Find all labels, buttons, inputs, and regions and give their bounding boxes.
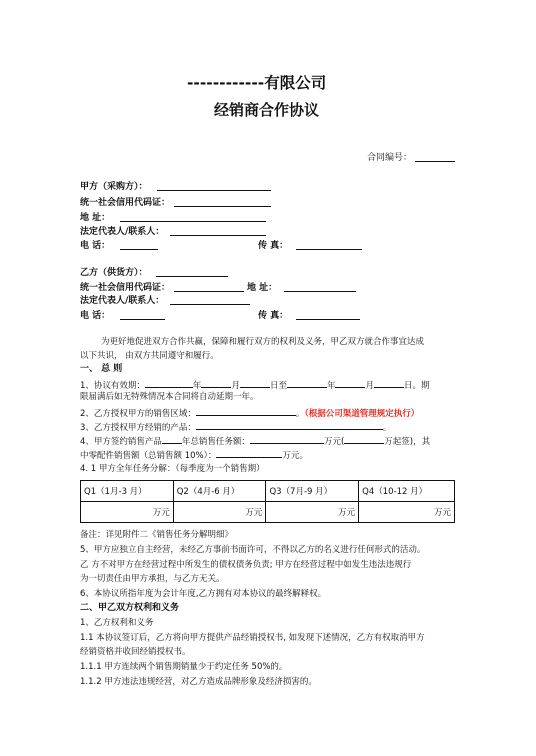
section-2-sub-1: 1、乙方权利和义务 [80, 618, 154, 628]
sales-region-period: 。 [295, 409, 305, 419]
products-field[interactable] [196, 419, 383, 430]
quarter-header-q4: Q4（10-12 月） [359, 481, 455, 502]
sales-total-unit: 万元( [323, 437, 345, 447]
sales-min-field[interactable] [344, 433, 384, 444]
end-year-field[interactable] [287, 377, 327, 388]
intro-line-1: 为更好地促进双方合作共赢，保障和履行双方的权利及义务，甲乙双方就合作事宜达成 [101, 337, 425, 347]
clause-1-1-line-1: 1.1 本协议签订后，乙方将向甲方提供产品经销授权书, 如发现下述情况，乙方有权取消甲方 [80, 633, 425, 643]
party-a-fax-field[interactable] [296, 249, 362, 250]
party-a-address-field[interactable] [120, 221, 266, 222]
intro-line-2: 以下共识， 由双方共同遵守和履行。 [80, 351, 219, 361]
party-a-credit-code-label: 统一社会信用代码证： [80, 198, 171, 208]
contract-no-field[interactable] [415, 161, 455, 162]
party-b-address-field[interactable] [284, 291, 356, 292]
party-b-name-field[interactable] [156, 276, 228, 277]
end-month-unit: 月 [365, 381, 374, 391]
party-b-rep-field[interactable] [170, 304, 250, 305]
start-year-field[interactable] [145, 377, 193, 388]
party-a-name-label: 甲方（采购方）： [80, 182, 148, 192]
party-b-address-label: 地 址： [247, 283, 278, 293]
channel-rule-note: （根据公司渠道管理规定执行） [304, 409, 420, 419]
remark-line: 备注：详见附件二《销售任务分解明细》 [80, 530, 234, 540]
sales-total-field[interactable] [250, 433, 324, 444]
party-a-name-field[interactable] [157, 190, 271, 191]
start-day-field[interactable] [240, 377, 270, 388]
sales-region-label: 2、乙方授权甲方的销售区域： [80, 409, 196, 419]
party-a-rep-label: 法定代表人/联系人： [80, 227, 165, 237]
quarter-value-q2[interactable]: 万元 [173, 502, 266, 523]
contract-no-label: 合同编号： [367, 153, 413, 163]
party-a-phone-label: 电 话： [80, 241, 111, 251]
sales-total-label: 年总销售任务额： [181, 437, 250, 447]
item-6-line: 6、本协议所指年度为会计年度,乙方拥有对本协议的最终解释权。 [80, 589, 327, 599]
parts-sales-line [80, 447, 308, 462]
liability-line-2: 为一切责任由甲方承担，与乙方无关。 [80, 574, 225, 584]
party-b-fax-field[interactable] [296, 319, 360, 320]
sales-task-label: 4、甲方签约销售产品 [80, 437, 162, 447]
start-year-unit: 年 [192, 381, 202, 391]
item-5-line: 5、甲方应独立自主经营，未经乙方事前书面许可，不得以乙方的名义进行任何形式的活动。 [80, 545, 426, 555]
start-day-unit: 日至 [269, 381, 287, 391]
party-a-rep-field[interactable] [170, 235, 266, 236]
sales-task-line [80, 433, 430, 448]
quarter-value-q4[interactable]: 万元 [359, 502, 455, 523]
end-day-field[interactable] [374, 377, 404, 388]
sales-region-line [80, 405, 419, 420]
party-b-credit-code-label: 统一社会信用代码证： [80, 283, 171, 293]
clause-1-1-2: 1.1.2 甲方违法违规经营，对乙方造成品牌形象及经济损害的。 [80, 677, 317, 687]
end-day-unit: 日。期 [404, 381, 430, 391]
quarter-header-q1: Q1（1月-3 月） [81, 481, 174, 502]
party-a-fax-label: 传 真： [258, 241, 289, 251]
agreement-title: 经销商合作协议 [214, 101, 320, 119]
quarter-task-table [80, 480, 455, 523]
products-label: 3、乙方授权甲方经销的产品： [80, 423, 196, 433]
company-title: ------------有限公司 [187, 74, 327, 92]
products-line [80, 419, 391, 434]
party-b-fax-label: 传 真： [258, 311, 289, 321]
parts-sales-unit: 万元。 [282, 451, 308, 461]
sales-min-unit: 万起签)，其 [384, 437, 431, 447]
quarter-header-q2: Q2（4月-6 月） [173, 481, 266, 502]
quarter-value-q1[interactable]: 万元 [81, 502, 174, 523]
party-a-phone-field[interactable] [120, 249, 158, 250]
start-month-field[interactable] [201, 377, 231, 388]
section-2-heading: 二、甲乙双方权利和义务 [80, 603, 180, 613]
parts-sales-field[interactable] [216, 447, 282, 458]
table-row [81, 502, 455, 523]
quarter-value-q3[interactable]: 万元 [266, 502, 359, 523]
liability-line-1: 乙 方不对甲方在经营过程中所发生的债权债务负责; 甲方在经营过程中如发生违法违规行 [80, 560, 412, 570]
party-b-credit-code-field[interactable] [174, 291, 244, 292]
clause-1-1-1: 1.1.1 甲方连续两个销售期销量少于约定任务 50%的。 [80, 662, 288, 672]
end-year-unit: 年 [326, 381, 336, 391]
party-a-address-label: 地 址： [80, 213, 111, 223]
quarter-header-q3: Q3（7月-9 月） [266, 481, 359, 502]
section-1-heading: 一、 总 则 [80, 364, 123, 374]
party-b-phone-field[interactable] [120, 319, 165, 320]
term-label: 1、协议有效期： [80, 381, 145, 391]
task-breakdown-heading: 4. 1 甲方全年任务分解：（每季度为一个销售期） [80, 464, 265, 474]
party-a-credit-code-field[interactable] [174, 206, 271, 207]
start-month-unit: 月 [231, 381, 240, 391]
sales-year-field[interactable] [162, 433, 182, 444]
table-header-row [81, 481, 455, 502]
parts-sales-label: 中零配件销售额（总销售额 10%）： [80, 451, 217, 461]
term-line-2: 限届满后如无特殊情况本合同将自动延期一年。 [80, 392, 259, 402]
end-month-field[interactable] [335, 377, 365, 388]
products-period: 。 [382, 423, 392, 433]
party-b-rep-label: 法定代表人/联系人： [80, 296, 165, 306]
party-b-name-label: 乙方（供货方）： [80, 268, 148, 278]
clause-1-1-line-2: 经销资格并收回经销授权书。 [80, 647, 191, 657]
party-b-phone-label: 电 话： [80, 311, 111, 321]
sales-region-field[interactable] [196, 405, 296, 416]
term-line [80, 377, 430, 392]
